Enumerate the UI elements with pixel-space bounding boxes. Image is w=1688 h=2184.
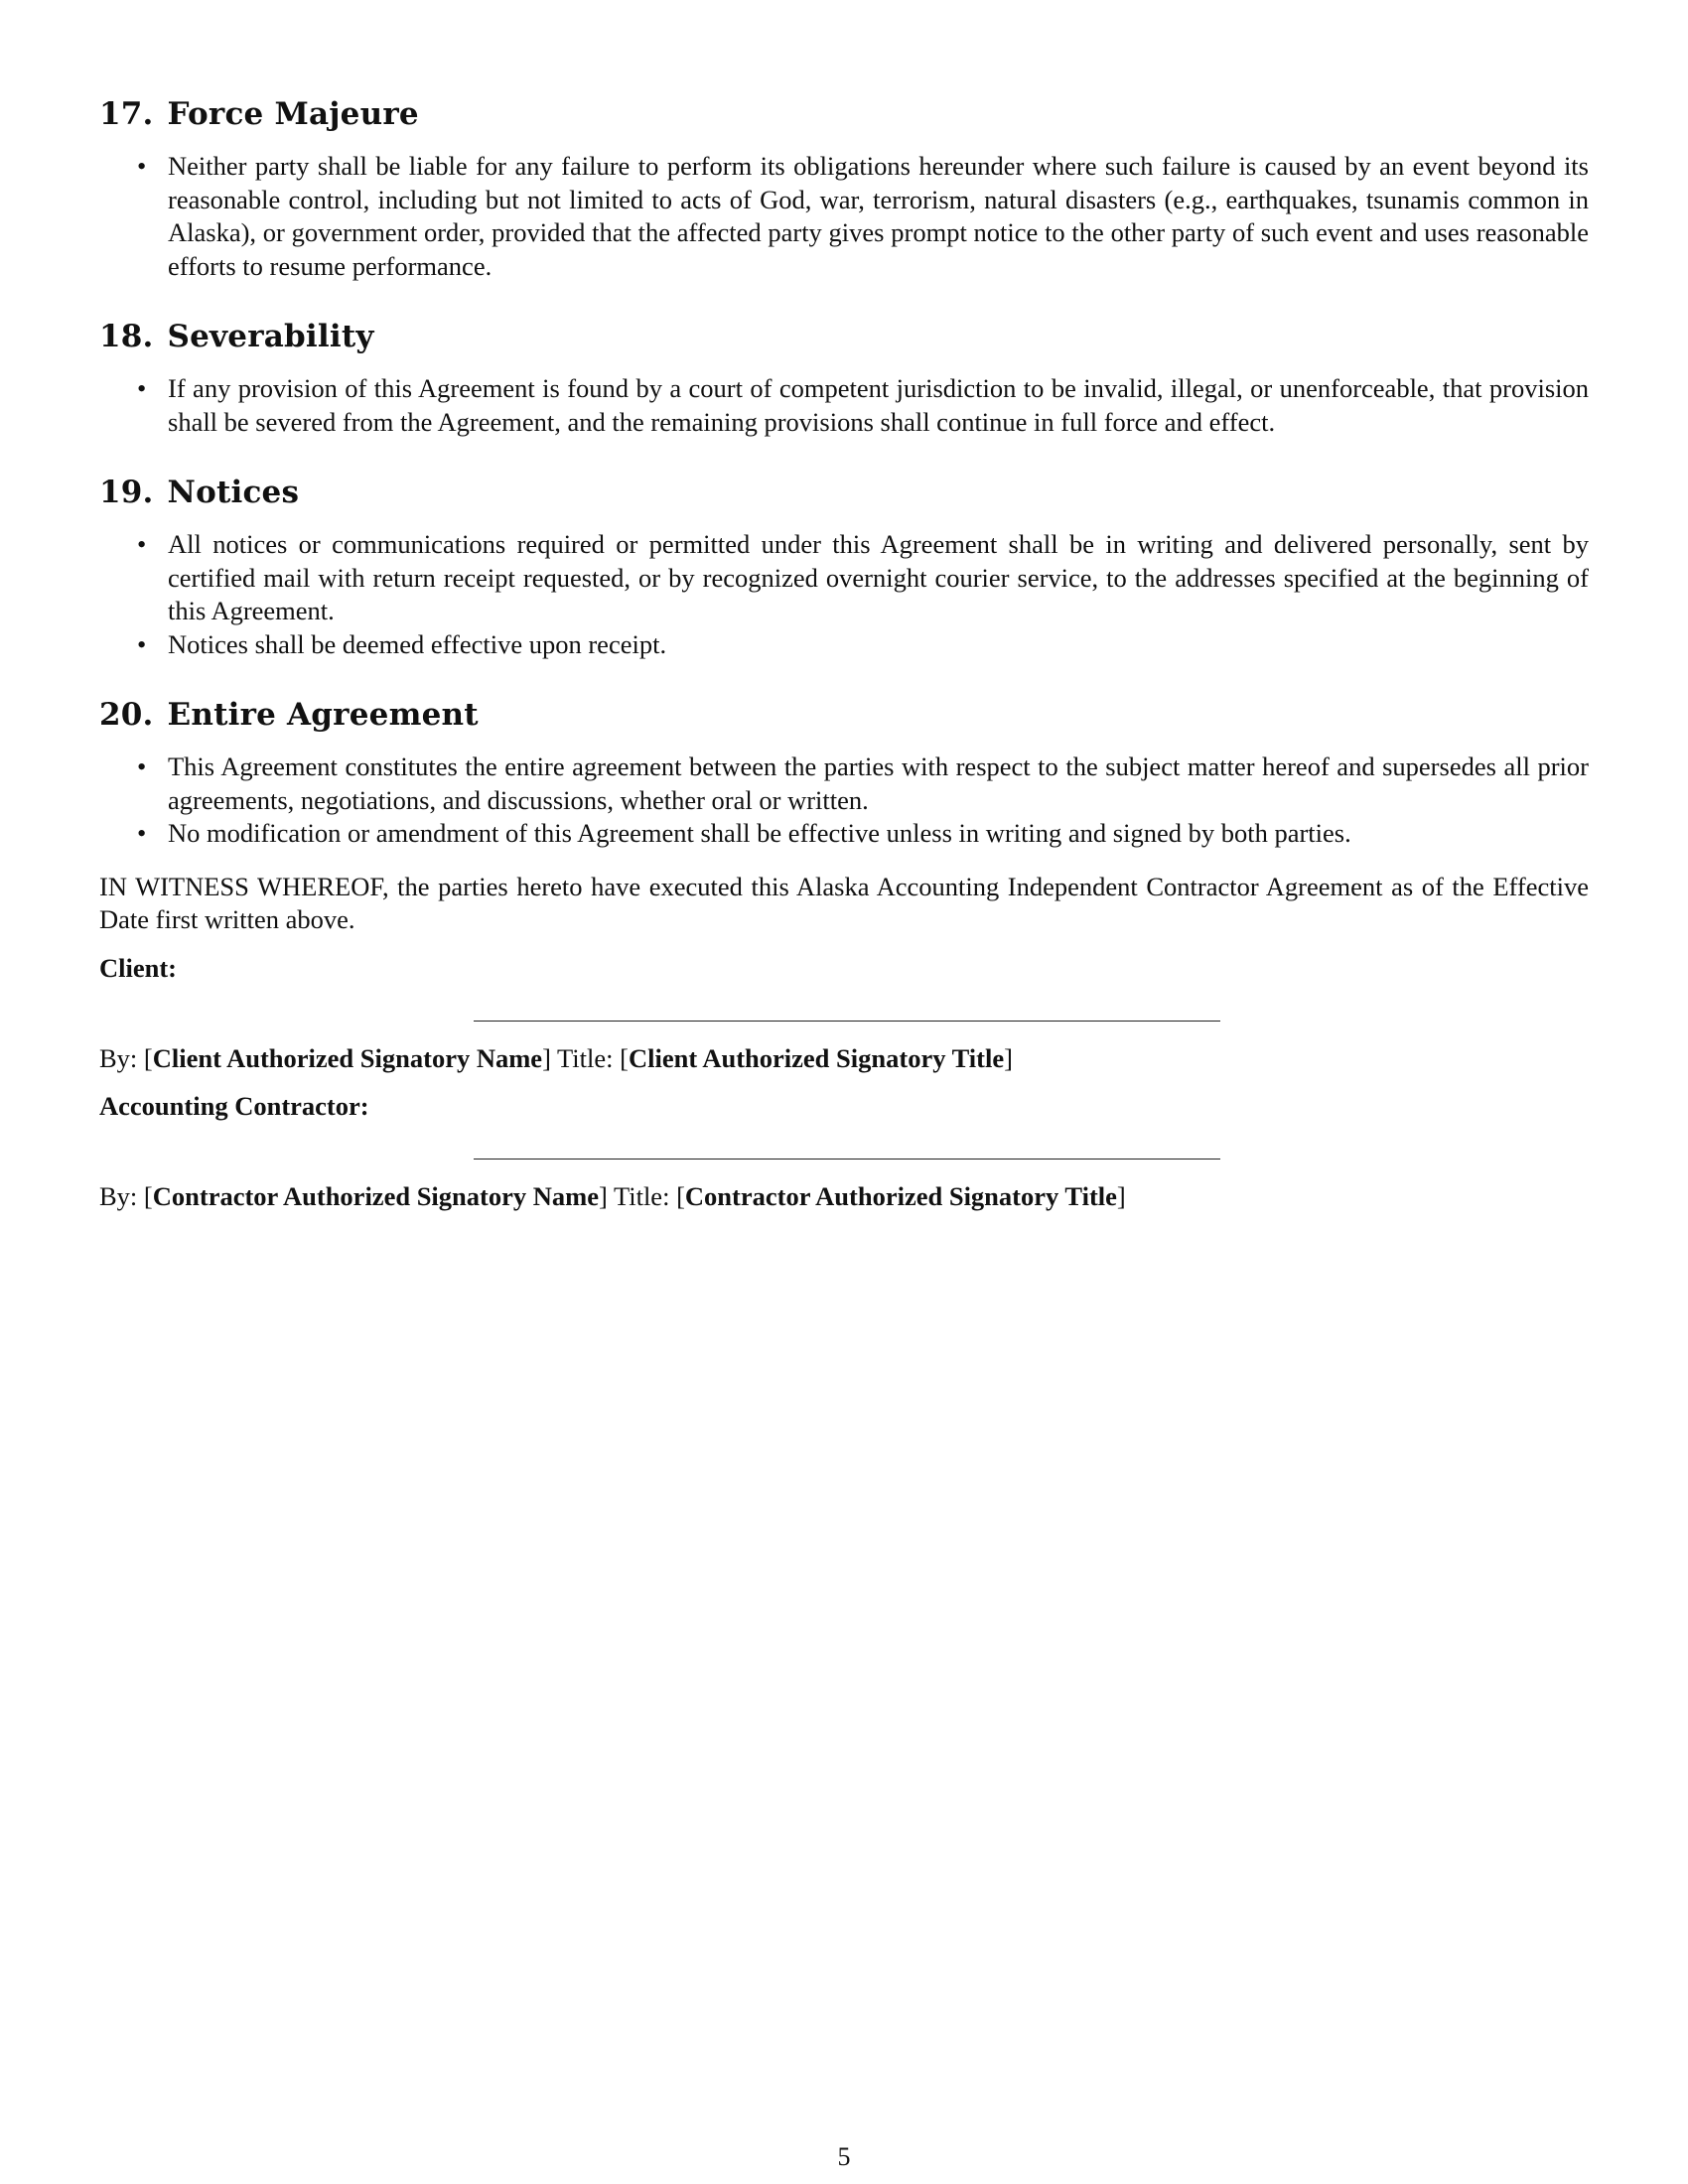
section-notices	[99, 473, 1589, 661]
list-item	[99, 150, 1589, 283]
list-item	[99, 628, 1589, 662]
contractor-signature-block	[99, 1089, 1589, 1213]
contractor-signatory-name: Contractor Authorized Signatory Name	[152, 1180, 599, 1211]
section-number: 18.	[99, 319, 154, 354]
client-label: Client:	[99, 952, 178, 983]
clause-text: This Agreement constitutes the entire agreement between the parties with respect to the subject matter hereof and supersedes all prior agreements, negotiations, and discussions, whether oral or written.	[168, 751, 1589, 815]
bullet-icon: •	[137, 628, 147, 659]
contractor-label: Accounting Contractor:	[99, 1090, 369, 1121]
contractor-signatory-title: Contractor Authorized Signatory Title	[684, 1180, 1117, 1211]
client-signature-line	[474, 1021, 1220, 1022]
clause-text: No modification or amendment of this Agreement shall be effective unless in writing and signed by both parties.	[168, 818, 1351, 848]
clause-list	[99, 372, 1589, 439]
bullet-icon: •	[137, 818, 147, 848]
section-heading	[99, 94, 1589, 134]
clause-list	[99, 150, 1589, 283]
section-title: Severability	[167, 319, 374, 354]
section-heading	[99, 473, 1589, 512]
title-prefix: Title:	[550, 1042, 621, 1073]
section-title: Entire Agreement	[167, 697, 479, 733]
by-prefix: By:	[99, 1180, 144, 1211]
clause-text: Notices shall be deemed effective upon receipt.	[168, 628, 667, 659]
section-number: 20.	[99, 697, 154, 733]
bullet-icon: •	[137, 151, 147, 181]
contractor-signatory-line: By: [Contractor Authorized Signatory Name] Title: [Contractor Authorized Signatory Title]	[99, 1180, 1126, 1211]
clause-text: If any provision of this Agreement is found by a court of competent jurisdiction to be invalid, illegal, or unenforceable, that provision shall be severed from the Agreement, and the remaining provisions shall continue in full force and effect.	[168, 373, 1589, 437]
section-severability	[99, 317, 1589, 439]
page-number: 5	[837, 2142, 851, 2171]
section-force-majeure	[99, 94, 1589, 283]
section-heading	[99, 695, 1589, 735]
clause-text: All notices or communications required or permitted under this Agreement shall be in writing and delivered personally, sent by certified mail with return receipt requested, or by recognized overnight courier service, to the addresses specified at the beginning of this Agreement.	[168, 529, 1589, 625]
bullet-icon: •	[137, 529, 147, 559]
bullet-icon: •	[137, 751, 147, 781]
contractor-signature-line	[474, 1159, 1220, 1160]
section-title: Force Majeure	[167, 96, 419, 132]
section-number: 17.	[99, 96, 154, 132]
clause-text: Neither party shall be liable for any failure to perform its obligations hereunder where such failure is caused by an event beyond its reasonable control, including but not limited to acts of God, war, terrorism, natural disasters (e.g., earthquakes, tsunamis common in Alaska), or government order, provided that the affected party gives prompt notice to the other party of such event and uses reasonable efforts to resume performance.	[168, 151, 1589, 281]
client-signatory-line: By: [Client Authorized Signatory Name] Title: [Client Authorized Signatory Title]	[99, 1042, 1013, 1073]
clause-list	[99, 528, 1589, 661]
client-signatory-title: Client Authorized Signatory Title	[628, 1042, 1005, 1073]
client-signatory-name: Client Authorized Signatory Name	[152, 1042, 543, 1073]
section-title: Notices	[167, 475, 300, 510]
witness-statement: IN WITNESS WHEREOF, the parties hereto have executed this Alaska Accounting Independent Contractor Agreement as of the Effective Date first written above.	[99, 871, 1589, 934]
list-item	[99, 372, 1589, 439]
client-signature-block	[99, 951, 1589, 1075]
clause-list	[99, 751, 1589, 851]
section-heading	[99, 317, 1589, 356]
bullet-icon: •	[137, 373, 147, 403]
by-prefix: By:	[99, 1042, 144, 1073]
section-entire-agreement	[99, 695, 1589, 851]
list-item	[99, 528, 1589, 628]
section-number: 19.	[99, 475, 154, 510]
document-page	[99, 94, 1589, 1213]
title-prefix: Title:	[607, 1180, 677, 1211]
list-item	[99, 817, 1589, 851]
list-item	[99, 751, 1589, 817]
